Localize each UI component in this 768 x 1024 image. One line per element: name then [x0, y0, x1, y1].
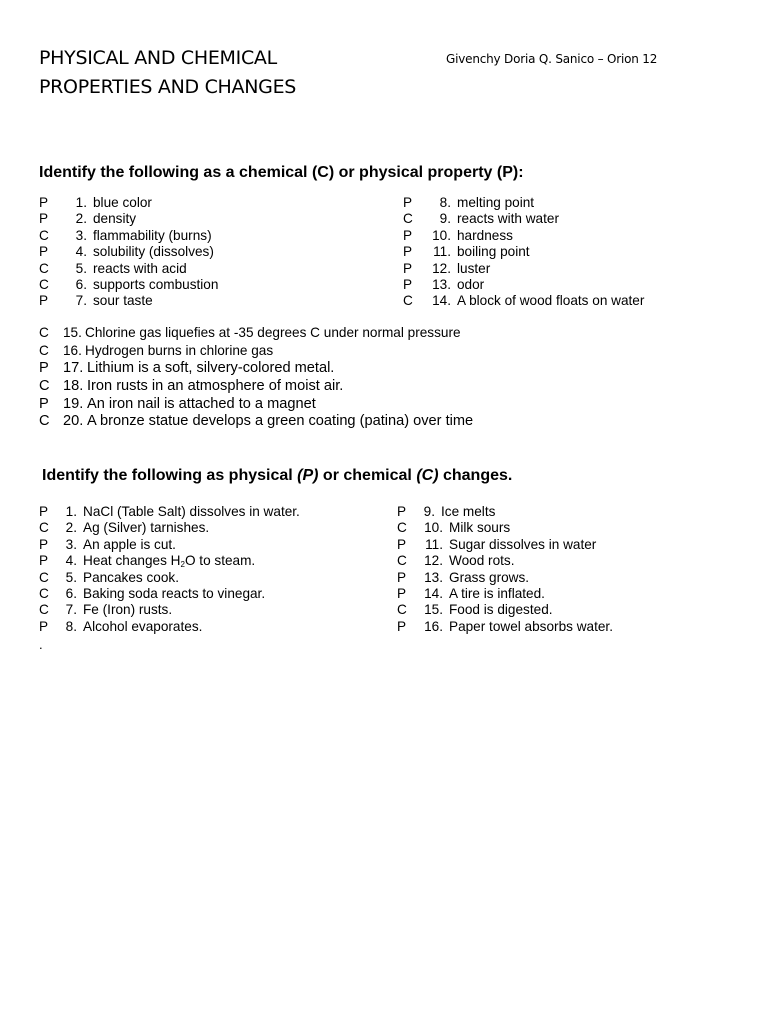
answer: C — [39, 276, 49, 292]
heading-physical-marker: (P) — [297, 467, 319, 484]
item-text: luster — [457, 260, 491, 276]
item-number: 13. — [432, 276, 451, 292]
answer: P — [39, 536, 49, 552]
item-number: 5. — [75, 260, 87, 276]
answer: P — [39, 553, 49, 569]
section2-right-list — [397, 504, 613, 635]
answer: P — [397, 536, 407, 552]
item-text: Lithium is a soft, silvery-colored metal. — [87, 359, 335, 376]
item-text: melting point — [457, 195, 535, 210]
answer: P — [397, 585, 407, 601]
answer: P — [403, 244, 413, 260]
item-text: Baking soda reacts to vinegar. — [83, 585, 266, 601]
list-item — [39, 360, 473, 378]
answer: P — [403, 227, 413, 243]
item-number: 7. — [75, 293, 87, 309]
item-text: Ice melts — [441, 504, 496, 519]
list-item — [39, 570, 300, 586]
item-text: A tire is inflated. — [449, 585, 545, 601]
section1-heading: Identify the following as a chemical (C) or physical property (P): — [39, 164, 524, 181]
answer: C — [39, 325, 49, 340]
answer: C — [39, 377, 50, 394]
answer: C — [403, 293, 413, 309]
section1-extra-list — [39, 324, 473, 431]
item-number: 9. — [423, 504, 435, 519]
text-part: O to steam. — [184, 553, 256, 569]
item-number: 11. — [433, 244, 451, 260]
item-number: 6. — [65, 585, 77, 601]
item-text: Food is digested. — [449, 602, 553, 618]
item-number: 4. — [65, 553, 77, 569]
item-text: solubility (dissolves) — [93, 244, 214, 260]
item-number: 7. — [65, 602, 77, 618]
item-number: 12. — [424, 553, 443, 569]
item-text: NaCl (Table Salt) dissolves in water. — [83, 504, 300, 519]
item-number: 14. — [424, 585, 443, 601]
item-number: 18. — [63, 377, 84, 394]
list-item — [397, 570, 613, 586]
list-item — [39, 602, 300, 618]
answer: P — [39, 504, 49, 519]
item-number: 10. — [432, 227, 451, 243]
item-text: An apple is cut. — [83, 536, 176, 552]
section1-left-list — [39, 195, 218, 310]
list-item — [403, 195, 644, 211]
list-item — [403, 293, 644, 309]
list-item — [403, 261, 644, 277]
item-text: flammability (burns) — [93, 227, 212, 243]
section2-left-list — [39, 504, 300, 635]
item-number: 8. — [65, 618, 77, 634]
answer: P — [397, 569, 407, 585]
list-item — [403, 228, 644, 244]
list-item — [39, 586, 300, 602]
item-text: Wood rots. — [449, 553, 515, 569]
answer: C — [397, 520, 407, 536]
item-text: An iron nail is attached to a magnet — [87, 395, 316, 412]
list-item — [397, 586, 613, 602]
item-number: 1. — [75, 195, 87, 210]
list-item — [39, 504, 300, 520]
answer: P — [403, 195, 413, 210]
item-text: Grass grows. — [449, 569, 530, 585]
list-item — [397, 537, 613, 553]
list-item — [39, 324, 473, 342]
item-number: 17. — [63, 359, 84, 376]
item-number: 8. — [439, 195, 451, 210]
item-number: 1. — [65, 504, 77, 519]
item-number: 10. — [424, 520, 443, 536]
answer: P — [39, 359, 49, 376]
item-number: 13. — [424, 569, 443, 585]
item-number: 4. — [75, 244, 87, 260]
section1-right-list — [403, 195, 644, 310]
item-text: density — [93, 211, 137, 227]
answer: P — [403, 276, 413, 292]
answer: P — [403, 260, 413, 276]
answer: P — [39, 244, 49, 260]
list-item — [397, 520, 613, 536]
item-text: blue color — [93, 195, 152, 210]
item-number: 15. — [424, 602, 443, 618]
list-item — [397, 619, 613, 635]
section2-heading — [42, 467, 512, 485]
list-item — [39, 277, 218, 293]
heading-text: Identify the following as physical — [42, 467, 298, 484]
answer: C — [397, 553, 407, 569]
list-item — [397, 504, 613, 520]
item-text: reacts with acid — [93, 260, 187, 276]
answer: C — [39, 569, 49, 585]
list-item — [397, 553, 613, 569]
answer: P — [397, 618, 407, 634]
item-text: hardness — [457, 227, 513, 243]
trailing-dot: . — [39, 637, 43, 652]
title-line: PROPERTIES AND CHANGES — [39, 76, 297, 98]
item-number: 14. — [432, 293, 451, 309]
list-item — [39, 228, 218, 244]
item-text: Ag (Silver) tarnishes. — [83, 520, 210, 536]
answer: P — [397, 504, 407, 519]
list-item — [39, 195, 218, 211]
list-item — [39, 553, 300, 569]
list-item — [403, 211, 644, 227]
item-text: Alcohol evaporates. — [83, 618, 203, 634]
item-text: Hydrogen burns in chlorine gas — [85, 342, 274, 358]
item-text: odor — [457, 276, 485, 292]
item-number: 12. — [432, 260, 451, 276]
item-number: 16. — [63, 342, 82, 358]
item-text: sour taste — [93, 293, 153, 309]
answer: P — [39, 293, 49, 309]
answer: C — [39, 520, 49, 536]
heading-text: or chemical — [318, 467, 417, 484]
list-item — [39, 396, 473, 414]
item-text: A bronze statue develops a green coating (patina) over time — [87, 413, 474, 430]
answer: C — [39, 342, 49, 358]
title-line: PHYSICAL AND CHEMICAL — [39, 47, 277, 69]
list-item — [39, 342, 473, 360]
list-item — [39, 619, 300, 635]
item-text: supports combustion — [93, 276, 219, 292]
answer: C — [39, 585, 49, 601]
answer: C — [39, 413, 50, 430]
answer: P — [39, 195, 49, 210]
item-text: Paper towel absorbs water. — [449, 618, 613, 634]
list-item — [403, 244, 644, 260]
item-number: 2. — [65, 520, 77, 536]
item-text — [83, 553, 255, 569]
answer: C — [39, 260, 49, 276]
list-item — [39, 378, 473, 396]
item-text: Pancakes cook. — [83, 569, 179, 585]
item-number: 3. — [65, 536, 77, 552]
item-number: 11. — [425, 536, 443, 552]
answer: C — [397, 602, 407, 618]
answer: P — [39, 211, 49, 227]
item-number: 20. — [63, 413, 84, 430]
answer: C — [403, 211, 413, 227]
list-item — [403, 277, 644, 293]
list-item — [39, 413, 473, 431]
author-name: Givenchy Doria Q. Sanico – Orion 12 — [446, 52, 658, 66]
answer: P — [39, 395, 49, 412]
list-item — [39, 261, 218, 277]
item-number: 19. — [63, 395, 84, 412]
list-item — [39, 244, 218, 260]
item-number: 9. — [439, 211, 451, 227]
item-text: Sugar dissolves in water — [449, 536, 597, 552]
item-text: reacts with water — [457, 211, 559, 227]
heading-chemical-marker: (C) — [416, 467, 439, 484]
document-title — [39, 44, 296, 102]
answer: C — [39, 602, 49, 618]
item-text: Iron rusts in an atmosphere of moist air. — [87, 377, 344, 394]
answer: P — [39, 618, 49, 634]
item-number: 3. — [75, 227, 87, 243]
list-item — [39, 293, 218, 309]
item-text: Chlorine gas liquefies at -35 degrees C under normal pressure — [85, 325, 461, 340]
item-text: A block of wood floats on water — [457, 293, 645, 309]
item-text: boiling point — [457, 244, 530, 260]
heading-text: changes. — [438, 467, 513, 484]
item-number: 5. — [65, 569, 77, 585]
list-item — [397, 602, 613, 618]
item-number: 16. — [424, 618, 443, 634]
item-text: Milk sours — [449, 520, 511, 536]
list-item — [39, 520, 300, 536]
item-text: Fe (Iron) rusts. — [83, 602, 173, 618]
item-number: 15. — [63, 325, 82, 340]
item-number: 6. — [75, 276, 87, 292]
answer: C — [39, 227, 49, 243]
subscript: 2 — [180, 560, 185, 570]
item-number: 2. — [75, 211, 87, 227]
list-item — [39, 211, 218, 227]
text-part: Heat changes H — [83, 553, 181, 569]
list-item — [39, 537, 300, 553]
